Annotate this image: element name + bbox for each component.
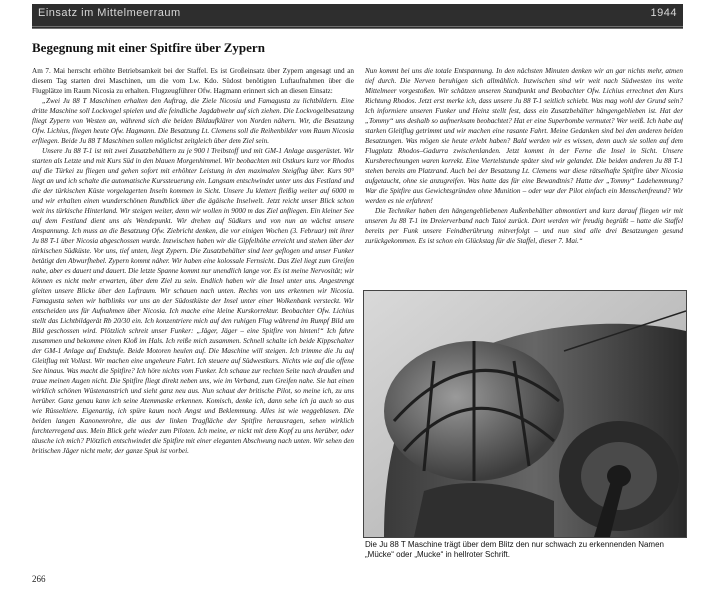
paragraph: Die Techniker haben den hängengebliebenen Außenbehälter abmontiert und kurz darauf fliegen wir mit unseren Ju 88 T-1 im Dreierverband nach Tatoi zurück. Dort werden wir freudig begrüßt – hatte die Staffel bereits per Funk unsere Feindberührung mitverfolgt – und nun sind alle drei Besatzungen gesund zurückgekommen. Es ist schon ein Glückstag für die Staffel, dieser 7. Mai.“ (365, 207, 683, 245)
paragraph: Nun kommt bei uns die totale Entspannung. In den nächsten Minuten denken wir an gar nichts mehr, atmen tief durch. Die Nerven beruhigen sich allmählich. Inzwischen sind wir weit nach Südwesten ins weite Mittelmeer vorgestoßen. Wir schätzen unseren Standpunkt und Beobachter Ofw. Lichius errechnet den Kurs Richtung Rhodos. Jetzt erst merke ich, dass unsere Ju 88 T-1 seitlich schiebt. Was mag wohl der Grund sein? Ich informiere unseren Funker und Heinz stellt fest, dass ein Zusatzbehälter hängengeblieben ist. Hat der „Tommy“ uns deshalb so aufmerksam beobachtet? Hat er eine Superbombe vermutet? Wer weiß. Ich habe auf starken Gleitflug getrimmt und wir machen eine rasante Fahrt. Meine Gedanken sind bei den anderen beiden Besatzungen. Was mögen sie heute erlebt haben? Bald werden wir es wissen, denn auch sie sollen auf dem Flugplatz Rhodos–Gadurra zwischenlanden. Jetzt kommt in der Ferne die Insel in Sicht. Unsere Kursberechnungen waren korrekt. Eine Viertelstunde später sind wir gelandet. Die beiden anderen Ju 88 T-1 stehen bereits am Platzrand. Auch bei der Besatzung Lt. Clemens war diese rätselhafte Spitfire über Nicosia aufgetaucht, ohne sie anzugreifen. Was hatte das für eine Bewandtnis? Hatte der „Tommy“ Ladehemmung? War die Spitfire aus Gewichtsgründen ohne Munition – oder war der Pilot einfach ein Menschenfreund? Wir werden es nie erfahren! (365, 67, 683, 205)
text-column-right (365, 66, 683, 286)
header-chapter-title: Einsatz im Mittelmeerraum (38, 7, 181, 19)
paragraph: Unsere Ju 88 T-1 ist mit zwei Zusatzbehältern zu je 900 l Treibstoff und mit GM-1 Anlage ausgerüstet. Wir starten als Letzte und mit Kurs Süd in den blauen Morgenhimmel. Wir beobachten mit Ostkurs kurz vor Rhodos auf die Türkei zu fliegen und gehen sofort mit erhöhter Leistung in den maximalen Steigflug über. Kurs 90° liegt an und ich schalte die automatische Kurssteuerung ein. Langsam entschwindet unter uns das Festland und die der türkischen Küste vorgelagerten Inseln kommen in Sicht. Unsere Ju klettert fleißig weiter auf 6000 m und wir erhalten einen wunderschönen Rundblick über die ägäische Inselwelt. Jetzt reicht unser Blick schon weit ins türkische Hinterland. Wir steigen weiter, denn wir wollen in 9000 m das Ziel anfliegen. Ein kleiner See auf dem Festland dient uns als Wendepunkt. Wir drehen auf Südkurs und von nun an wächst unsere Anspannung. Ich muss an die Besatzung Ofw. Ziebricht denken, die vor einigen Wochen (3. Februar) mit ihrer Ju 88 T-1 über Nicosia abgeschossen wurde. Inzwischen haben wir die Gipfelhöhe erreicht und stehen über der türkischen Südküste. Vor uns, tief unten, liegt Zypern. Die Zusatzbehälter sind leer geflogen und unser Funker betätigt den Abwurfhebel. Zypern kommt näher. Wir haben eine kolossale Fernsicht. Das Ziel liegt zum Greifen nahe, aber es dauert und dauert. Die letzte Spanne kommt nur unendlich lange vor. Es ist meine Nervosität; wir können es nicht mehr erwarten, über dem Ziel zu sein. Endlich haben wir die Insel unter uns. Angestrengt gleiten unsere Blicke über den Luftraum. Wir schauen nach unten. Rechts von uns erkennen wir Nicosia. Famagusta sehen wir halblinks vor uns an der Südostküste der Insel unter einer Wolkenbank versteckt. Wir entscheiden uns für Aufnahmen über Nicosia. Ich mache eine kleine Kurskorrektur. Beobachter Ofw. Lichius stellt das Lichtbildgerät Rb 20/30 ein. Ich konzentriere mich auf den ruhigen Flug während im Rumpf Bild um Bild geschossen wird. Plötzlich schreit unser Funker: „Jäger, Jäger – eine Spitfire von hinten!“ Ich fahre zusammen und bekomme einen Kloß im Hals. Ich reiße mich zusammen. Schnell schalte ich beide Kippschalter der GM-1 Anlage auf Endstufe. Beide Motoren heulen auf. Die Maschine will steigen. Ich trimme die Ju auf Gleitflug mit Vollast. Wir machen eine ungeheure Fahrt. Ich steuere auf Südwestkurs. Nichts wie auf die offene See hinaus. Was macht die Spitfire? Ich höre nichts vom Funker. Ich schaue zur rechten Seite nach draußen und traue meinen Augen nicht. Die Spitfire fliegt direkt neben uns, wie im Verband, zum Greifen nahe. Sie hat einen wirklich schönen Wüstenanstrich und sieht ganz neu aus. Nun schaut der britische Pilot, so meine ich, zu uns herüber. Ganz genau kann ich seine Atemmaske erkennen. Komisch, denke ich, dann sehe ich ja auch so aus wie Rüsseltiere. Eigenartig, ich spüre kaum noch Angst und Beklemmung. Alles ist wie weggeblasen. Die beiden langen Kanonenrohre, die aus der linken Tragfläche der Spitfire herausragen, sehen wirklich furchterregend aus. Mein Blick geht wieder zum Piloten. Ich meine, er nickt mit dem Kopf zu uns herüber, oder täusche ich mich? Plötzlich entschwindet die Spitfire mit einer eleganten Abschwung nach unten. Wir sehen den britischen Jäger nicht mehr, der ganze Spuk ist vorbei. (32, 147, 354, 455)
running-header (32, 4, 683, 29)
page-number: 266 (32, 574, 46, 584)
text-column-left (32, 66, 354, 566)
aircraft-photo (363, 290, 687, 538)
section-title: Begegnung mit einer Spitfire über Zypern (32, 40, 265, 55)
photo-caption: Die Ju 88 T Maschine trägt über dem Blitz den nur schwach zu erkennenden Namen „Mücke“ oder „Mucke“ in hellroter Schrift. (365, 540, 664, 559)
paragraph: „Zwei Ju 88 T Maschinen erhalten den Auftrag, die Ziele Nicosia und Famagusta zu lichtbildern. Eine dritte Maschine soll Lockvogel spielen und die feindliche Jagdabwehr auf sich ziehen. Die Lockvogelbesatzung fliegt Zypern von Westen an, während sich die beiden Bildaufklärer von Norden nähern. Wir, die Besatzung Ofw. Lichius, fliegen heute Ofw. Hagmann. Die Besatzung Lt. Clemens soll die Reihenbilder vom Raum Nicosia erfliegen. Beide Ju 88 T Maschinen sollen möglichst zeitgleich über dem Ziel sein. (32, 97, 354, 145)
paragraph: Am 7. Mai herrscht erhöhte Betriebsamkeit bei der Staffel. Es ist Großeinsatz über Zypern angesagt und an diesem Tag starten drei Maschinen, um die vom Lw. Kdo. Südost benötigten Luftaufnahmen über die Flugplätze im Raum Nicosia zu erhalten. Flugzeugführer Ofw. Hagmann erinnert sich an diesen Einsatz: (32, 67, 354, 95)
header-year: 1944 (650, 7, 677, 19)
